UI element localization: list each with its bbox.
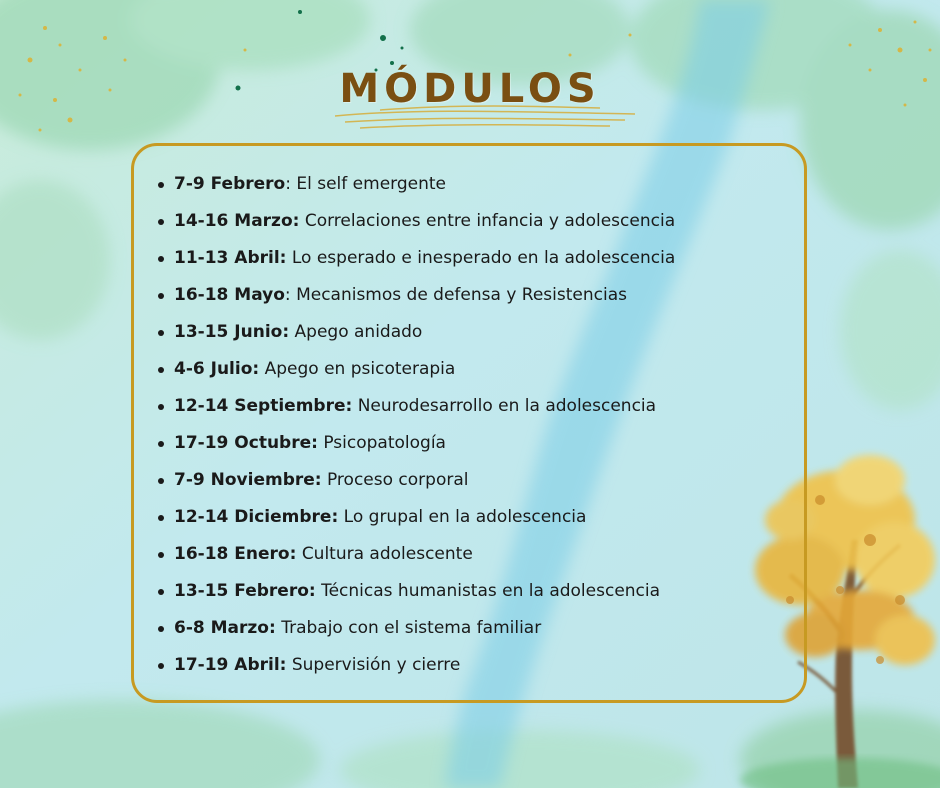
module-item bbox=[150, 577, 675, 614]
module-date: 7-9 Febrero bbox=[174, 174, 286, 194]
module-item bbox=[150, 392, 675, 429]
module-separator: : bbox=[285, 174, 297, 194]
module-topic: Apego anidado bbox=[294, 322, 423, 342]
module-date: 13-15 Junio: bbox=[174, 322, 290, 342]
module-topic: El self emergente bbox=[296, 174, 446, 194]
module-item bbox=[150, 207, 675, 244]
module-topic: Supervisión y cierre bbox=[291, 655, 461, 675]
module-topic: Mecanismos de defensa y Resistencias bbox=[296, 285, 627, 305]
module-date: 17-19 Octubre: bbox=[174, 433, 318, 453]
module-topic: Técnicas humanistas en la adolescencia bbox=[321, 581, 661, 601]
module-item bbox=[150, 429, 675, 466]
module-date: 12-14 Diciembre: bbox=[174, 507, 339, 527]
module-item bbox=[150, 281, 675, 318]
module-date: 7-9 Noviembre: bbox=[174, 470, 322, 490]
module-topic: Proceso corporal bbox=[326, 470, 469, 490]
module-date: 17-19 Abril: bbox=[174, 655, 287, 675]
module-item bbox=[150, 466, 675, 503]
page-title: MÓDULOS bbox=[339, 66, 601, 112]
module-item bbox=[150, 170, 675, 207]
module-item bbox=[150, 244, 675, 281]
module-topic: Lo esperado e inesperado en la adolescencia bbox=[291, 248, 676, 268]
module-date: 16-18 Enero: bbox=[174, 544, 297, 564]
module-item bbox=[150, 355, 675, 392]
module-date: 16-18 Mayo bbox=[174, 285, 285, 305]
module-topic: Trabajo con el sistema familiar bbox=[281, 618, 542, 638]
module-date: 6-8 Marzo: bbox=[174, 618, 276, 638]
module-item bbox=[150, 540, 675, 577]
module-topic: Neurodesarrollo en la adolescencia bbox=[357, 396, 657, 416]
module-topic: Cultura adolescente bbox=[301, 544, 473, 564]
module-item bbox=[150, 614, 675, 651]
module-date: 4-6 Julio: bbox=[174, 359, 260, 379]
module-topic: Lo grupal en la adolescencia bbox=[343, 507, 587, 527]
modules-list bbox=[150, 170, 675, 688]
module-date: 12-14 Septiembre: bbox=[174, 396, 353, 416]
module-topic: Correlaciones entre infancia y adolescencia bbox=[304, 211, 676, 231]
module-item bbox=[150, 318, 675, 355]
module-separator: : bbox=[284, 285, 297, 305]
module-item bbox=[150, 503, 675, 540]
module-item bbox=[150, 651, 675, 688]
module-topic: Apego en psicoterapia bbox=[264, 359, 456, 379]
module-date: 14-16 Marzo: bbox=[174, 211, 300, 231]
module-topic: Psicopatología bbox=[323, 433, 446, 453]
module-date: 11-13 Abril: bbox=[174, 248, 287, 268]
module-date: 13-15 Febrero: bbox=[174, 581, 316, 601]
